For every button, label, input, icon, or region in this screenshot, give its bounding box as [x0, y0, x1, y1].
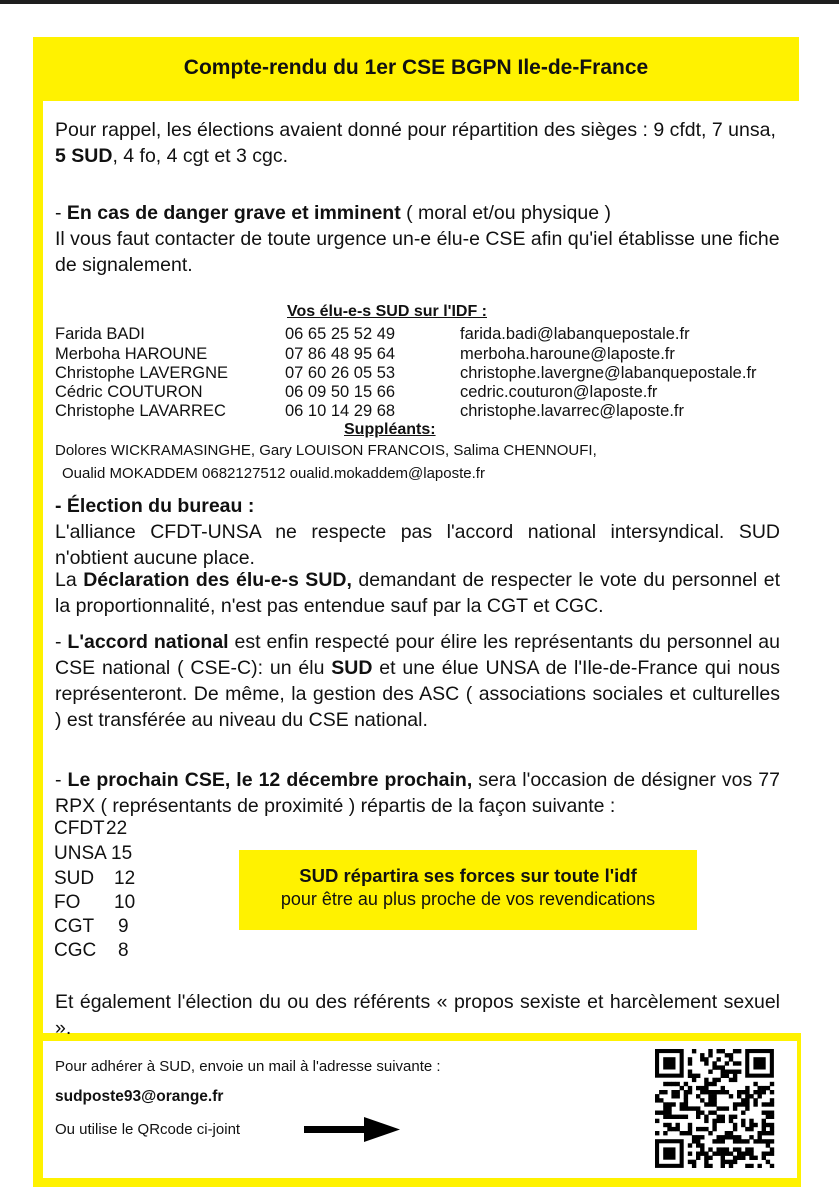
dash: - — [55, 631, 68, 653]
elu-name: Christophe LAVARREC — [55, 402, 226, 420]
text: La — [55, 569, 84, 591]
footer-adherer-text: Pour adhérer à SUD, envoie un mail à l'adresse suivante : — [55, 1058, 441, 1075]
arrow-right-icon — [300, 1115, 404, 1145]
danger-heading — [55, 200, 780, 226]
suppleants-line: Dolores WICKRAMASINGHE, Gary LOUISON FRANCOIS, Salima CHENNOUFI, — [55, 442, 597, 459]
elu-email[interactable]: merboha.haroune@laposte.fr — [460, 345, 675, 363]
left-yellow-strip — [33, 37, 43, 1187]
intro-bold: 5 SUD — [55, 145, 113, 167]
elu-name: Farida BADI — [55, 325, 145, 343]
elu-name: Cédric COUTURON — [55, 383, 203, 401]
seat-count: 9 — [118, 916, 129, 937]
bureau-paragraph: L'alliance CFDT-UNSA ne respecte pas l'accord national intersyndical. SUD n'obtient aucune place. — [55, 521, 780, 569]
seat-org: CFDT — [54, 818, 105, 839]
seat-row — [54, 916, 129, 938]
qr-code[interactable] — [652, 1048, 782, 1168]
intro-text: Pour rappel, les élections avaient donné pour répartition des sièges : 9 cfdt, 7 unsa, — [55, 119, 776, 141]
seat-row — [54, 892, 136, 914]
intro-paragraph — [55, 117, 780, 169]
seat-count: 22 — [106, 818, 128, 839]
prochain-paragraph — [55, 767, 780, 819]
dash: - — [55, 202, 67, 224]
footer-bottom-band — [33, 1178, 799, 1187]
danger-bold: En cas de danger grave et imminent — [66, 202, 401, 224]
suppleants-title: Suppléants: — [344, 421, 436, 438]
elu-name: Christophe LAVERGNE — [55, 364, 229, 382]
bureau-declaration — [55, 567, 780, 619]
seat-org: FO — [54, 892, 81, 913]
callout-title: SUD répartira ses forces sur toute l'idf — [299, 865, 637, 886]
bold-text: Le prochain CSE, le 12 décembre prochain, — [67, 769, 473, 791]
top-border — [0, 0, 839, 4]
callout-subtitle: pour être au plus proche de vos revendications — [280, 889, 656, 909]
qr-code-image — [652, 1048, 782, 1168]
text: est enfin respecté pour élire les représentants du personnel au CSE national ( CSE-C): un élu — [55, 631, 780, 679]
elu-email[interactable]: farida.badi@labanquepostale.fr — [460, 325, 690, 343]
elu-phone: 06 09 50 15 66 — [285, 383, 396, 401]
seat-org: UNSA — [54, 843, 107, 864]
danger-body: Il vous faut contacter de toute urgence un-e élu-e CSE afin qu'iel établisse une fiche de signalement. — [55, 228, 780, 276]
elu-name: Merboha HAROUNE — [55, 345, 208, 363]
footer-email[interactable]: sudposte93@orange.fr — [55, 1088, 224, 1105]
elu-phone: 07 86 48 95 64 — [285, 345, 396, 363]
referents-paragraph: Et également l'élection du ou des référents « propos sexiste et harcèlement sexuel ». — [55, 991, 780, 1039]
suppleants-line: Oualid MOKADDEM 0682127512 oualid.mokaddem@laposte.fr — [62, 465, 485, 482]
bureau-heading: - Élection du bureau : — [55, 495, 255, 517]
text: demandant de respecter le vote du personnel et la proportionnalité, n'est pas entendue sauf par la CGT et CGC. — [55, 569, 781, 617]
elus-title: Vos élu-e-s SUD sur l'IDF : — [287, 303, 487, 320]
bold-text: SUD — [331, 657, 373, 679]
text: sera l'occasion de désigner vos 77 RPX ( représentants de proximité ) répartis de la façon suivante : — [55, 769, 780, 817]
seat-org: SUD — [54, 868, 95, 889]
seat-count: 10 — [114, 892, 136, 913]
seat-row — [54, 940, 129, 962]
elu-phone: 06 10 14 29 68 — [285, 402, 396, 420]
elu-phone: 06 65 25 52 49 — [285, 325, 396, 343]
seat-org: CGC — [54, 940, 97, 961]
seat-row — [54, 843, 133, 865]
dash: - — [55, 769, 68, 791]
seat-count: 8 — [118, 940, 129, 961]
seat-row — [54, 868, 136, 890]
elu-email[interactable]: cedric.couturon@laposte.fr — [460, 383, 658, 401]
intro-text-end: , 4 fo, 4 cgt et 3 cgc. — [112, 145, 289, 167]
accord-paragraph — [55, 629, 780, 733]
bold-text: Déclaration des élu-e-s SUD, — [83, 569, 352, 591]
text: et une élue UNSA de l'Ile-de-France qui nous représenteront. De même, la gestion des ASC ( associations sociales et culturelles ) est transférée au niveau du CSE national. — [55, 657, 781, 731]
footer-qr-text: Ou utilise le QRcode ci-joint — [55, 1121, 241, 1138]
elu-phone: 07 60 26 05 53 — [285, 364, 396, 382]
seat-org: CGT — [54, 916, 95, 937]
seat-count: 15 — [111, 843, 133, 864]
page-title: Compte-rendu du 1er CSE BGPN Ile-de-France — [183, 56, 649, 79]
seat-count: 12 — [114, 868, 136, 889]
elu-email[interactable]: christophe.lavergne@labanquepostale.fr — [460, 364, 757, 382]
callout-box — [239, 850, 697, 930]
danger-rest: ( moral et/ou physique ) — [400, 202, 611, 224]
footer-right-strip — [797, 1033, 801, 1187]
seat-row — [54, 818, 128, 840]
elu-email[interactable]: christophe.lavarrec@laposte.fr — [460, 402, 685, 420]
bold-text: L'accord national — [67, 631, 229, 653]
